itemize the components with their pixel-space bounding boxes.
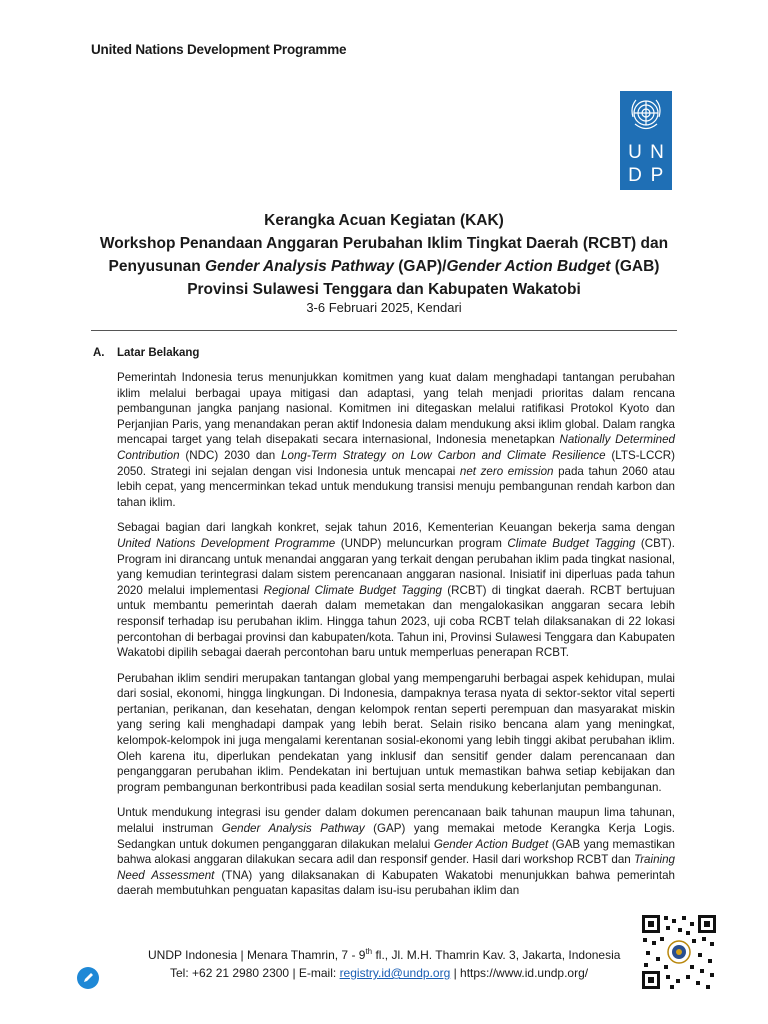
paragraph-1: Pemerintah Indonesia terus menunjukkan komitmen yang kuat dalam menghadapi tantangan perubahan iklim melalui berbagai upaya mitigasi dan adaptasi, yang telah menjadi prioritas dalam rencana pembangunan jangka panjang nasional. Komitmen ini ditegaskan melalui ratifikasi Protokol Kyoto dan Perjanjian Paris, yang menandakan peran aktif Indonesia dalam mendukung aksi iklim global. Dalam rangka mencapai target yang telah disepakati secara internasional, Indonesia menetapkan Nationally Determined Contribution (NDC) 2030 dan Long-Term Strategy on Low Carbon and Climate Resilience (LTS-LCCR) 2050. Strategi ini sejalan dengan visi Indonesia untuk mencapai net zero emission pada tahun 2060 atau lebih cepat, yang mencerminkan tekad untuk mendukung transisi menuju pembangunan rendah karbon dan tahan iklim.: [117, 371, 675, 509]
title-line-2: Workshop Penandaan Anggaran Perubahan Iklim Tingkat Daerah (RCBT) dan: [99, 235, 669, 252]
pencil-icon: [81, 971, 95, 985]
footer-contact: Tel: +62 21 2980 2300 | E-mail: registry.id@undp.org | https://www.id.undp.org/: [170, 966, 589, 980]
un-emblem-icon: [620, 91, 672, 139]
paragraph-4: Untuk mendukung integrasi isu gender dalam dokumen perencanaan baik tahunan maupun lima tahunan, melalui instruman Gender Analysis Pathway (GAP) yang memakai metode Kerangka Kerja Logis. Sedangkan untuk dokumen penganggaran dilakukan melalui Gender Action Budget (GAB yang memastikan bahwa alokasi anggaran dilakukan secara adil dan responsif gender. Hasil dari workshop RCBT dan Training Need Assessment (TNA) yang dilaksanakan di Kabupaten Wakatobi menunjukkan bahwa pemerintah daerah membutuhkan penguatan kapasitas dalam isu-isu perubahan iklim dan: [117, 806, 675, 898]
paragraph-2: Sebagai bagian dari langkah konkret, sejak tahun 2016, Kementerian Keuangan bekerja sama dengan United Nations Development Programme (UNDP) meluncurkan program Climate Budget Tagging (CBT). Program ini dirancang untuk menandai anggaran yang terkait dengan perubahan iklim pada tingkat nasional, yang kemudian terintegrasi dalam sistem perencanaan anggaran nasional. Inisiatif ini diperluas pada tahun 2020 melalui implementasi Regional Climate Budget Tagging (RCBT) di tingkat daerah. RCBT bertujuan untuk membantu pemerintah daerah dalam memetakan dan mengalokasikan anggaran secara lebih responsif terhadap isu perubahan iklim. Hingga tahun 2023, uji coba RCBT telah dilaksanakan di 22 lokasi percontohan di berbagai provinsi dan kabupaten/kota. Tahun ini, Provinsi Sulawesi Tenggara dan Kabupaten Wakatobi dipilih sebagai daerah percontohan baru untuk memperluas penerapan RCBT.: [117, 521, 676, 660]
logo-letter-d: D: [628, 164, 642, 186]
undp-logo: [620, 91, 672, 190]
event-date-location: 3-6 Februari 2025, Kendari: [306, 300, 462, 315]
section-title: Latar Belakang: [117, 347, 200, 359]
qr-code: [640, 913, 718, 991]
email-link[interactable]: registry.id@undp.org: [339, 966, 451, 980]
section-heading: [93, 347, 199, 359]
document-title: [60, 209, 708, 301]
organization-name: United Nations Development Programme: [91, 42, 347, 57]
paragraph-3: Perubahan iklim sendiri merupakan tantangan global yang mempengaruhi berbagai aspek kehidupan, mulai dari sosial, ekonomi, hingga lingkungan. Di Indonesia, dampaknya terasa nyata di sektor-sektor vital seperti pertanian, perikanan, dan kesehatan, dengan kelompok rentan seperti perempuan dan masyarakat miskin yang sering kali menghadapi dampak yang lebih berat. Selain risiko bencana alam yang meningkat, kelompok-kelompok ini juga mengalami kerentanan sosial-ekonomi yang lebih tinggi akibat perubahan iklim. Oleh karena itu, diperlukan pendekatan yang inklusif dan sensitif gender dalam perencanaan dan penganggaran perubahan iklim. Pendekatan ini bertujuan untuk memastikan bahwa setiap kebijakan dan program pembangunan berkontribusi pada keadilan sosial serta mendukung keberlanjutan pembangunan.: [117, 671, 675, 794]
logo-letter-u: U: [628, 141, 642, 163]
undp-letters: [624, 141, 668, 187]
chat-button[interactable]: [77, 967, 99, 989]
section-number: A.: [93, 347, 105, 359]
title-line-4: Provinsi Sulawesi Tenggara dan Kabupaten Wakatobi: [187, 281, 581, 298]
logo-letter-n: N: [650, 141, 664, 163]
divider: [91, 330, 677, 331]
title-line-3: Penyusunan Gender Analysis Pathway (GAP)/Gender Action Budget (GAB): [108, 258, 660, 275]
logo-letter-p: P: [650, 164, 664, 186]
footer-address: UNDP Indonesia | Menara Thamrin, 7 - 9th fl., Jl. M.H. Thamrin Kav. 3, Jakarta, Indonesia: [148, 947, 621, 962]
title-line-1: Kerangka Acuan Kegiatan (KAK): [264, 212, 504, 229]
document-body: [117, 370, 675, 909]
